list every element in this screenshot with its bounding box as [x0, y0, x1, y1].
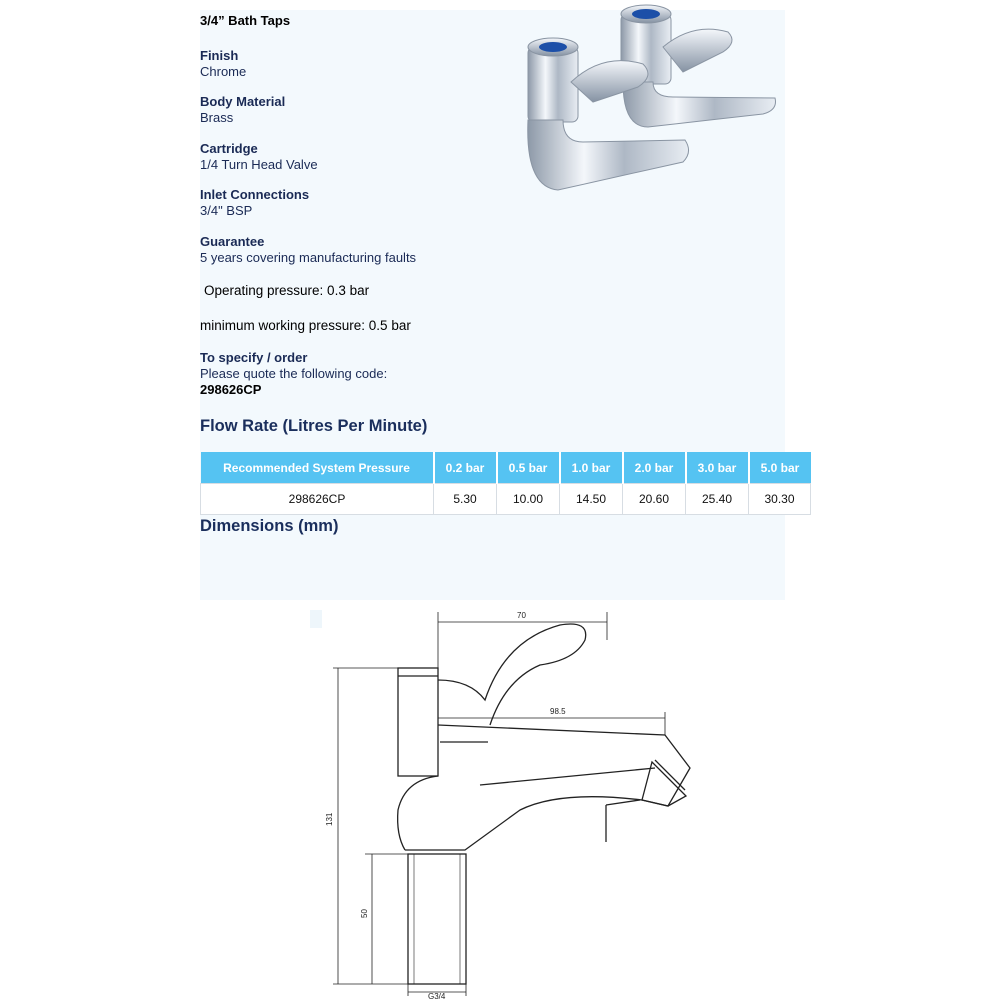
table-header: 3.0 bar — [686, 452, 749, 484]
spec-value: 5 years covering manufacturing faults — [200, 250, 417, 265]
spec-label: Finish — [200, 48, 239, 63]
spec-label: Inlet Connections — [200, 187, 310, 202]
spout-outline — [405, 725, 690, 850]
table-cell: 5.30 — [434, 484, 497, 515]
spec-label: Cartridge — [200, 141, 258, 156]
order-code: 298626CP — [200, 382, 262, 397]
shank-outline — [408, 854, 466, 984]
table-header: Recommended System Pressure — [201, 452, 434, 484]
table-cell: 30.30 — [749, 484, 811, 515]
flow-rate-title: Flow Rate (Litres Per Minute) — [200, 417, 428, 435]
order-text: Please quote the following code: — [200, 366, 388, 381]
table-header: 0.2 bar — [434, 452, 497, 484]
order-label: To specify / order — [200, 350, 308, 365]
table-header: 1.0 bar — [560, 452, 623, 484]
table-cell: 14.50 — [560, 484, 623, 515]
table-header: 5.0 bar — [749, 452, 811, 484]
dim-label-thread: 50 — [360, 909, 369, 918]
table-cell: 10.00 — [497, 484, 560, 515]
table-cell: 20.60 — [623, 484, 686, 515]
dim-label-height: 131 — [325, 812, 334, 826]
table-cell: 25.40 — [686, 484, 749, 515]
spec-label: Body Material — [200, 94, 286, 109]
spec-value: Brass — [200, 110, 234, 125]
operating-pressure: Operating pressure: 0.3 bar — [204, 283, 370, 298]
dim-label-spout: 98.5 — [550, 707, 566, 716]
table-header: 2.0 bar — [623, 452, 686, 484]
spec-value: 3/4" BSP — [200, 203, 253, 218]
table-header: 0.5 bar — [497, 452, 560, 484]
product-title: 3/4” Bath Taps — [200, 13, 291, 28]
tap-head-outline — [398, 668, 438, 776]
table-cell: 298626CP — [201, 484, 434, 515]
spec-value: 1/4 Turn Head Valve — [200, 157, 318, 172]
minimum-pressure: minimum working pressure: 0.5 bar — [200, 318, 411, 333]
spec-value: Chrome — [200, 64, 247, 79]
dimensions-title: Dimensions (mm) — [200, 517, 339, 535]
spec-label: Guarantee — [200, 234, 265, 249]
dim-label-base: G3/4 — [428, 992, 446, 1000]
dim-label-width: 70 — [517, 611, 526, 620]
